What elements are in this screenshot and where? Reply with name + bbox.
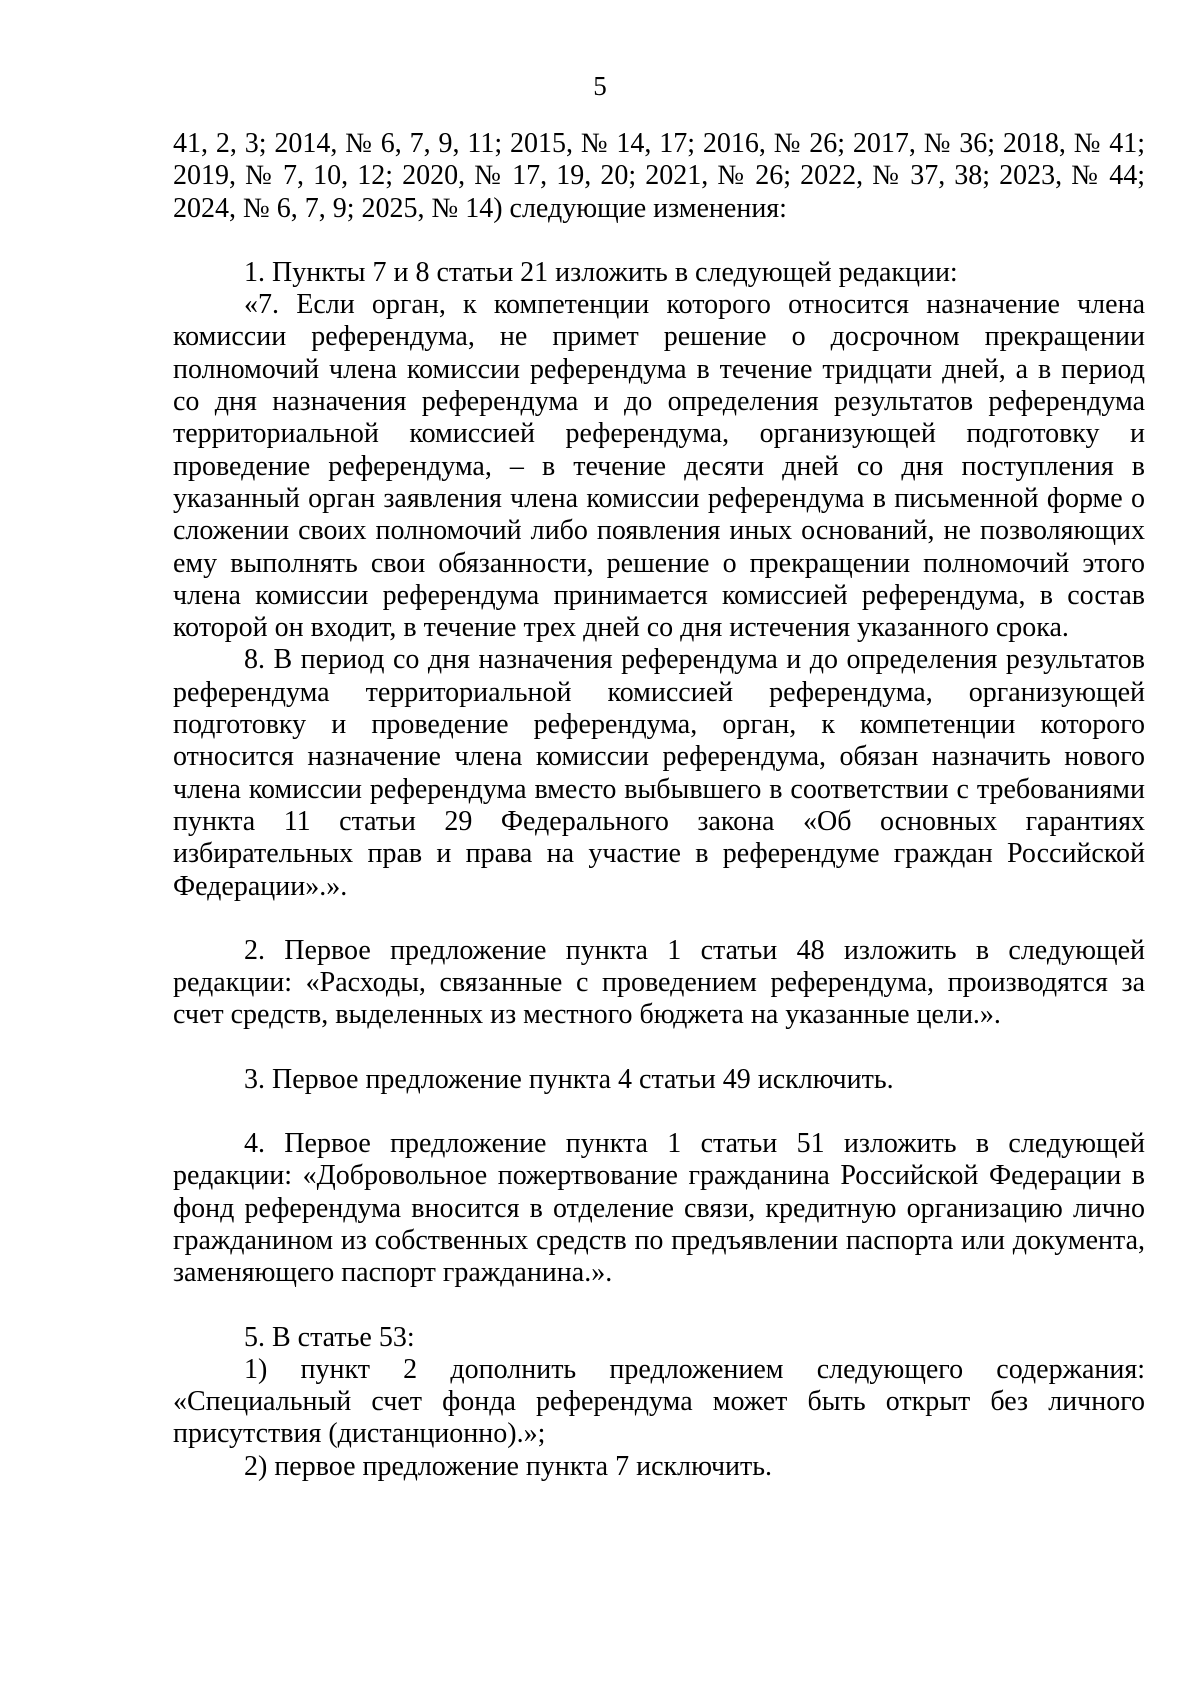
intro-paragraph: 41, 2, 3; 2014, № 6, 7, 9, 11; 2015, № 14, 17; 2016, № 26; 2017, № 36; 2018, № 41; 2019, № 7, 10, 12; 2020, № 17, 19, 20; 2021, № 26; 2022, № 37, 38; 2023, № 44; 2024, № 6, 7, 9; 2025, № 14) следующие изменения: [173, 128, 1145, 224]
item-4-paragraph: 4. Первое предложение пункта 1 статьи 51 изложить в следующей редакции: «Добровольное пожертвование гражданина Российской Федерации в фонд референдума вносится в отделение связи, кредитную организацию лично гражданином из собственных средств по предъявлении паспорта или документа, заменяющего паспорт гражданина.». [173, 1128, 1145, 1289]
item-1-point-7: «7. Если орган, к компетенции которого относится назначение члена комиссии референдума, не примет решение о досрочном прекращении полномочий члена комиссии референдума в течение тридцати дней, а в период со дня назначения референдума и до определения результатов референдума территориальной комиссией референдума, организующей подготовку и проведение референдума, – в течение десяти дней со дня поступления в указанный орган заявления члена комиссии референдума в письменной форме о сложении своих полномочий либо появления иных оснований, не позволяющих ему выполнять свои обязанности, решение о прекращении полномочий этого члена комиссии референдума принимается комиссией референдума, в состав которой он входит, в течение трех дней со дня истечения указанного срока. [173, 289, 1145, 644]
item-2-paragraph: 2. Первое предложение пункта 1 статьи 48 изложить в следующей редакции: «Расходы, связанные с проведением референдума, производятся за счет средств, выделенных из местного бюджета на указанные цели.». [173, 934, 1145, 1031]
item-3-paragraph: 3. Первое предложение пункта 4 статьи 49 исключить. [244, 1063, 894, 1095]
item-5-heading: 5. В статье 53: [244, 1321, 415, 1353]
item-1-point-8: 8. В период со дня назначения референдума и до определения результатов референдума территориальной комиссией референдума, организующей подготовку и проведение референдума, орган, к компетенции которого относится назначение члена комиссии референдума, обязан назначить нового члена комиссии референдума вместо выбывшего в соответствии с требованиями пункта 11 статьи 29 Федерального закона «Об основных гарантиях избирательных прав и права на участие в референдуме граждан Российской Федерации».». [173, 644, 1145, 902]
item-5-subitem-1: 1) пункт 2 дополнить предложением следующего содержания: «Специальный счет фонда референдума может быть открыт без личного присутствия (дистанционно).»; [173, 1353, 1145, 1450]
page-number: 5 [593, 71, 607, 101]
document-body [173, 128, 1145, 1483]
item-1-heading: 1. Пункты 7 и 8 статьи 21 изложить в следующей редакции: [244, 256, 958, 288]
item-5-subitem-2: 2) первое предложение пункта 7 исключить. [244, 1450, 773, 1482]
